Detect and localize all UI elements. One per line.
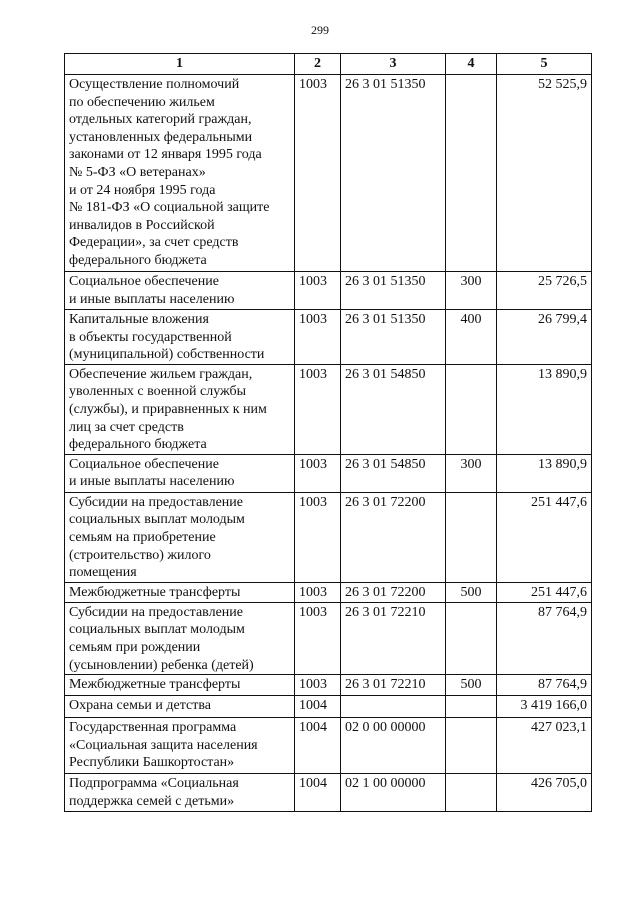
row-amount: 26 799,4 — [497, 310, 592, 365]
row-target: 26 3 01 72210 — [341, 602, 446, 674]
row-name: Обеспечение жильем граждан, уволенных с военной службы (службы), и приравненных к ним лиц за счет средств федерального бюджета — [65, 364, 295, 454]
row-target: 26 3 01 51350 — [341, 75, 446, 272]
row-type: 500 — [446, 675, 497, 696]
column-header-amount: 5 — [497, 54, 592, 75]
row-section: 1003 — [295, 364, 341, 454]
row-amount: 13 890,9 — [497, 454, 592, 492]
row-target: 02 1 00 00000 — [341, 774, 446, 812]
row-target: 26 3 01 72200 — [341, 582, 446, 602]
table-row — [65, 718, 592, 774]
row-amount: 3 419 166,0 — [497, 696, 592, 718]
row-type — [446, 75, 497, 272]
table-row — [65, 75, 592, 272]
row-amount: 426 705,0 — [497, 774, 592, 812]
column-header-target: 3 — [341, 54, 446, 75]
row-amount: 87 764,9 — [497, 602, 592, 674]
row-amount: 251 447,6 — [497, 582, 592, 602]
row-name: Социальное обеспечение и иные выплаты населению — [65, 454, 295, 492]
row-target — [341, 696, 446, 718]
row-type: 400 — [446, 310, 497, 365]
row-type: 300 — [446, 454, 497, 492]
row-name: Субсидии на предоставление социальных выплат молодым семьям при рождении (усыновлении) ребенка (детей) — [65, 602, 295, 674]
row-amount: 427 023,1 — [497, 718, 592, 774]
row-section: 1003 — [295, 675, 341, 696]
row-amount: 251 447,6 — [497, 492, 592, 582]
row-target: 26 3 01 51350 — [341, 310, 446, 365]
row-section: 1004 — [295, 696, 341, 718]
table-body — [65, 75, 592, 812]
table-row — [65, 492, 592, 582]
row-name: Межбюджетные трансферты — [65, 582, 295, 602]
row-amount: 52 525,9 — [497, 75, 592, 272]
column-header-name: 1 — [65, 54, 295, 75]
row-amount: 13 890,9 — [497, 364, 592, 454]
table-row — [65, 696, 592, 718]
header-row — [65, 54, 592, 75]
row-type: 500 — [446, 582, 497, 602]
table-row — [65, 310, 592, 365]
budget-table — [64, 53, 592, 812]
table-row — [65, 364, 592, 454]
row-section: 1003 — [295, 582, 341, 602]
row-name: Субсидии на предоставление социальных выплат молодым семьям на приобретение (строительство) жилого помещения — [65, 492, 295, 582]
table-row — [65, 774, 592, 812]
row-target: 02 0 00 00000 — [341, 718, 446, 774]
row-name: Подпрограмма «Социальная поддержка семей с детьми» — [65, 774, 295, 812]
row-target: 26 3 01 72200 — [341, 492, 446, 582]
table-row — [65, 602, 592, 674]
row-type — [446, 718, 497, 774]
row-section: 1003 — [295, 272, 341, 310]
row-type: 300 — [446, 272, 497, 310]
table-row — [65, 582, 592, 602]
row-target: 26 3 01 54850 — [341, 454, 446, 492]
row-type — [446, 774, 497, 812]
column-header-type: 4 — [446, 54, 497, 75]
table-row — [65, 675, 592, 696]
row-type — [446, 602, 497, 674]
row-type — [446, 492, 497, 582]
row-amount: 25 726,5 — [497, 272, 592, 310]
row-target: 26 3 01 54850 — [341, 364, 446, 454]
row-name: Капитальные вложения в объекты государственной (муниципальной) собственности — [65, 310, 295, 365]
row-section: 1004 — [295, 774, 341, 812]
row-name: Государственная программа «Социальная защита населения Республики Башкортостан» — [65, 718, 295, 774]
row-section: 1003 — [295, 75, 341, 272]
row-name: Социальное обеспечение и иные выплаты населению — [65, 272, 295, 310]
row-section: 1004 — [295, 718, 341, 774]
table-row — [65, 454, 592, 492]
row-amount: 87 764,9 — [497, 675, 592, 696]
table-row — [65, 272, 592, 310]
row-section: 1003 — [295, 310, 341, 365]
row-target: 26 3 01 51350 — [341, 272, 446, 310]
row-section: 1003 — [295, 492, 341, 582]
row-type — [446, 696, 497, 718]
table-header — [65, 54, 592, 75]
row-name: Охрана семьи и детства — [65, 696, 295, 718]
row-type — [446, 364, 497, 454]
row-name: Межбюджетные трансферты — [65, 675, 295, 696]
column-header-section: 2 — [295, 54, 341, 75]
row-target: 26 3 01 72210 — [341, 675, 446, 696]
page-number: 299 — [311, 23, 329, 37]
row-section: 1003 — [295, 602, 341, 674]
row-name: Осуществление полномочий по обеспечению жильем отдельных категорий граждан, установленных федеральными законами от 12 января 1995 года № 5-ФЗ «О ветеранах» и от 24 ноября 1995 года № 181-ФЗ «О социальной защите инвалидов в Российской Федерации», за счет средств федерального бюджета — [65, 75, 295, 272]
row-section: 1003 — [295, 454, 341, 492]
